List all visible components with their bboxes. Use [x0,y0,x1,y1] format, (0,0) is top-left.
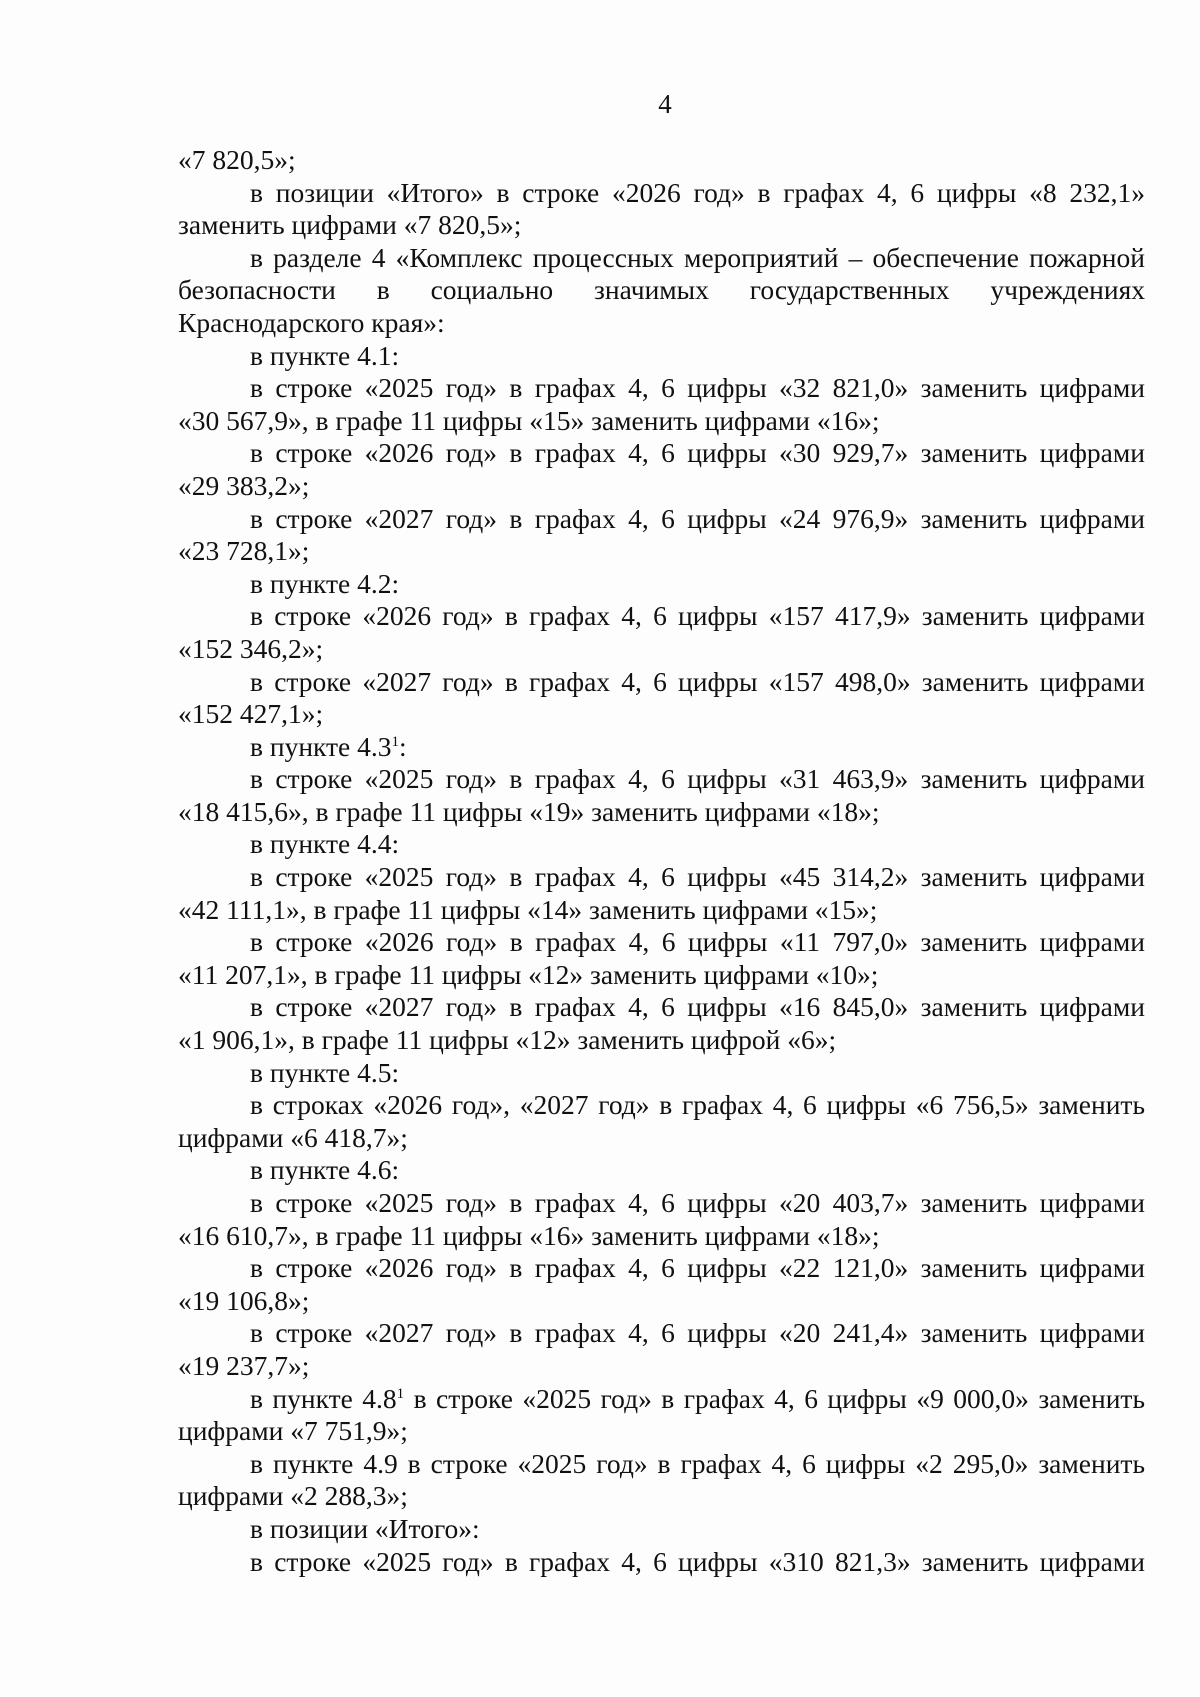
footnote-superscript: 1 [391,733,400,750]
text-line [178,894,1145,927]
text-line [178,1154,1145,1187]
text-line [178,177,1145,210]
text-line-content: в пункте 4.9 в строке «2025 год» в графах 4, 6 цифры «2 295,0» заменить [250,1447,1145,1479]
text-line-content: цифрами «6 418,7»; [178,1121,408,1153]
text-line-content: в строке «2026 год» в графах 4, 6 цифры «22 121,0» заменить цифрами [250,1252,1145,1284]
text-line-content: цифрами «2 288,3»; [178,1480,408,1512]
text-line-content: «18 415,6», в графе 11 цифры «19» заменить цифрами «18»; [178,795,880,827]
text-line [178,1317,1145,1350]
text-line [178,437,1145,470]
text-line-content: в пункте 4.2: [250,567,400,599]
text-line [178,470,1145,503]
text-line-content: «19 106,8»; [178,1284,310,1316]
text-line-content: в строке «2027 год» в графах 4, 6 цифры «20 241,4» заменить цифрами [250,1317,1145,1349]
text-line [178,1220,1145,1253]
text-line-content: Краснодарского края»: [178,306,445,338]
text-line [178,796,1145,829]
text-line-content: цифрами «7 751,9»; [178,1415,408,1447]
text-line [178,307,1145,340]
text-line-content: «42 111,1», в графе 11 цифры «14» заменить цифрами «15»; [178,893,878,925]
text-line [178,698,1145,731]
text-line [178,926,1145,959]
text-line-content: в строке «2025 год» в графах 4, 6 цифры «310 821,3» заменить цифрами [250,1545,1145,1577]
text-line [178,1513,1145,1546]
text-line-content: «1 906,1», в графе 11 цифры «12» заменить цифрой «6»; [178,1024,837,1056]
text-line-content: в строке «2025 год» в графах 4, 6 цифры «31 463,9» заменить цифрами [250,763,1145,795]
text-line-content: в строке «2025 год» в графах 4, 6 цифры «32 821,0» заменить цифрами [250,372,1145,404]
text-line [178,1089,1145,1122]
text-line [178,861,1145,894]
text-line-content: «152 346,2»; [178,632,324,664]
text-line-content: «30 567,9», в графе 11 цифры «15» заменить цифрами «16»; [178,404,880,436]
text-line-content: заменить цифрами «7 820,5»; [178,209,522,241]
text-line [178,144,1145,177]
text-line-content: в строке «2027 год» в графах 4, 6 цифры «157 498,0» заменить цифрами [250,665,1145,697]
text-line-content: в пункте 4.8 [250,1382,397,1414]
text-line [178,1252,1145,1285]
text-line [178,633,1145,666]
text-line-content: в строке «2025 год» в графах 4, 6 цифры «20 403,7» заменить цифрами [250,1187,1145,1218]
text-line-content: безопасности в социально значимых государственных учреждениях [178,274,1145,306]
text-line [178,1448,1145,1481]
text-line-content: в строке «2026 год» в графах 4, 6 цифры «11 797,0» заменить цифрами [250,926,1145,958]
text-line [178,991,1145,1024]
text-line-content: в строке «2025 год» в графах 4, 6 цифры «45 314,2» заменить цифрами [250,861,1145,893]
text-line [178,1024,1145,1057]
text-line-content: «19 237,7»; [178,1349,310,1381]
text-line [178,1122,1145,1155]
text-line-content: в пункте 4.5: [250,1056,400,1088]
text-line-content: в позиции «Итого»: [250,1512,480,1544]
text-line [178,274,1145,307]
text-line-content: в позиции «Итого» в строке «2026 год» в графах 4, 6 цифры «8 232,1» [250,176,1145,208]
page-number: 4 [658,89,672,119]
text-line [178,1415,1145,1448]
text-line [178,372,1145,405]
text-line-content: в строке «2027 год» в графах 4, 6 цифры «24 976,9» заменить цифрами [250,502,1145,534]
text-line-content: «152 427,1»; [178,698,324,730]
text-line-content: в строке «2026 год» в графах 4, 6 цифры «157 417,9» заменить цифрами [250,600,1145,632]
text-line-content: «11 207,1», в графе 11 цифры «12» заменить цифрами «10»; [178,958,879,990]
text-line [178,405,1145,438]
text-line [178,1383,1145,1416]
footnote-superscript: 1 [396,1385,405,1402]
text-line-content: в строке «2027 год» в графах 4, 6 цифры «16 845,0» заменить цифрами [250,991,1145,1023]
text-line-content: в строках «2026 год», «2027 год» в графах 4, 6 цифры «6 756,5» заменить [250,1089,1145,1121]
text-line [178,828,1145,861]
text-line [178,959,1145,992]
text-line [178,763,1145,796]
text-line-content: «16 610,7», в графе 11 цифры «16» заменить цифрами «18»; [178,1219,880,1251]
text-line [178,666,1145,699]
text-line [178,340,1145,373]
text-line-continuation: : [399,730,407,762]
text-line [178,503,1145,536]
text-line [178,1350,1145,1383]
text-line [178,242,1145,275]
text-line-content: в пункте 4.3 [250,730,392,762]
text-line [178,1057,1145,1090]
text-line [178,1187,1145,1220]
text-line [178,600,1145,633]
text-line-content: «29 383,2»; [178,469,310,501]
text-line [178,1285,1145,1318]
text-line [178,1480,1145,1513]
text-line-content: «7 820,5»; [178,144,296,175]
text-line-content: в пункте 4.4: [250,828,400,860]
text-line [178,731,1145,764]
text-line-content: в пункте 4.1: [250,339,400,371]
text-line-content: в строке «2026 год» в графах 4, 6 цифры «30 929,7» заменить цифрами [250,437,1145,469]
text-line [178,209,1145,242]
text-line-content: «23 728,1»; [178,535,310,567]
document-body [178,144,1145,1578]
text-line [178,568,1145,601]
text-line-content: в разделе 4 «Комплекс процессных мероприятий – обеспечение пожарной [250,241,1145,273]
text-line-continuation: в строке «2025 год» в графах 4, 6 цифры «9 000,0» заменить [404,1382,1145,1414]
text-line [178,535,1145,568]
text-line [178,1546,1145,1579]
text-line-content: в пункте 4.6: [250,1154,400,1186]
